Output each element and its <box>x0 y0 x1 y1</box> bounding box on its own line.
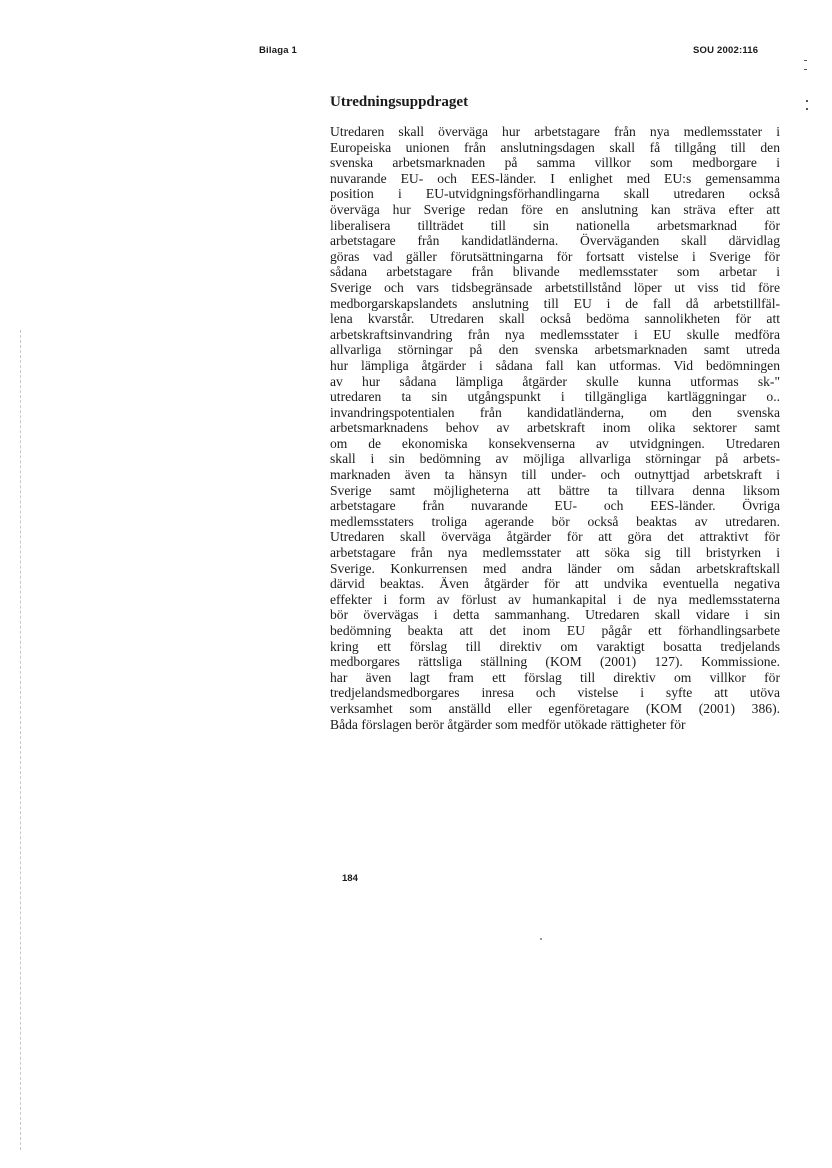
text-line: verksamhet som anställd eller egenföretagare (KOM (2001) 386). <box>330 700 780 716</box>
text-line: medlemsstaters troliga agerande bör också beaktas av utredaren. <box>330 513 780 529</box>
text-line: därvid beaktas. Även åtgärder för att undvika eventuella negativa <box>330 576 780 592</box>
text-line: arbetsmarknadens behov av arbetskraft inom olika sektorer samt <box>330 420 780 436</box>
text-line: liberalisera tillträdet till sin nationella arbetsmarknad för <box>330 217 780 233</box>
text-line: kring ett förslag till direktiv om varaktigt bosatta tredjelands <box>330 638 780 654</box>
text-line: lena kvarstår. Utredaren skall också bedöma sannolikheten för att <box>330 311 780 327</box>
text-line: Sverige och vars tidsbegränsade arbetstillstånd löper ut viss tid före <box>330 279 780 295</box>
text-line: nuvarande EU- och EES-länder. I enlighet med EU:s gemensamma <box>330 170 780 186</box>
text-line: utredaren ta sin utgångspunkt i tillgängliga kartläggningar o.. <box>330 389 780 405</box>
scan-speck <box>804 69 807 70</box>
text-line: medborgarskapslandets anslutning till EU i de fall då arbetstillfäl- <box>330 295 780 311</box>
text-line: bör övervägas i detta sammanhang. Utredaren skall vidare i sin <box>330 607 780 623</box>
body-paragraph <box>330 124 780 732</box>
scan-speck <box>540 938 542 940</box>
text-line: Utredaren skall överväga åtgärder för att göra det attraktivt för <box>330 529 780 545</box>
text-line: effekter i form av förlust av humankapital i de nya medlemsstaterna <box>330 591 780 607</box>
text-line: tredjelandsmedborgares inresa och vistelse i syfte att utöva <box>330 685 780 701</box>
text-line: har även lagt fram ett förslag till direktiv om villkor för <box>330 669 780 685</box>
text-line: allvarliga störningar på den svenska arbetsmarknaden samt utreda <box>330 342 780 358</box>
text-line: Utredaren skall överväga hur arbetstagare från nya medlemsstater i <box>330 124 780 139</box>
text-line: av hur sådana lämpliga åtgärder skulle kunna utformas sk-" <box>330 373 780 389</box>
text-line: Sverige samt möjligheterna att bättre ta tillvara denna liksom <box>330 482 780 498</box>
text-line: position i EU-utvidgningsförhandlingarna skall utredaren också <box>330 186 780 202</box>
section-title: Utredningsuppdraget <box>330 94 469 110</box>
text-line: hur lämpliga åtgärder i sådana fall kan utformas. Vid bedömningen <box>330 357 780 373</box>
text-line: arbetstagare från nuvarande EU- och EES-länder. Övriga <box>330 498 780 514</box>
text-line: arbetstagare från kandidatländerna. Överväganden skall därvidlag <box>330 233 780 249</box>
text-line: medborgares rättsliga ställning (KOM (2001) 127). Kommissione. <box>330 654 780 670</box>
text-line: om de ekonomiska konsekvenserna av utvidgningen. Utredaren <box>330 435 780 451</box>
scan-speck <box>804 60 807 61</box>
text-line: svenska arbetsmarknaden på samma villkor som medborgare i <box>330 155 780 171</box>
scan-speck <box>806 100 808 102</box>
text-line: bedömning beakta att det inom EU pågår ett förhandlingsarbete <box>330 623 780 638</box>
scan-edge-line <box>20 330 21 1150</box>
text-line: överväga hur Sverige redan före en anslutning kan sträva efter att <box>330 201 780 217</box>
text-line: Sverige. Konkurrensen med andra länder om sådan arbetskraftskall <box>330 560 780 576</box>
text-line: skall i sin bedömning av möjliga allvarliga störningar på arbets- <box>330 451 780 467</box>
running-head-right: SOU 2002:116 <box>693 45 759 56</box>
text-line: arbetstagare från nya medlemsstater att söka sig till bristyrken i <box>330 545 780 561</box>
text-line: arbetskraftsinvandring från nya medlemsstater i EU skulle medföra <box>330 326 780 342</box>
text-line: invandringspotentialen från kandidatländerna, om den svenska <box>330 404 780 420</box>
text-line: marknaden även ta hänsyn till under- och outnyttjad arbetskraft i <box>330 467 780 483</box>
text-line: göras vad gäller förutsättningarna för fortsatt vistelse i Sverige för <box>330 248 780 264</box>
scan-speck <box>806 108 808 110</box>
text-line: Europeiska unionen från anslutningsdagen skall få tillgång till den <box>330 139 780 155</box>
text-line: Båda förslagen berör åtgärder som medför utökade rättigheter för <box>330 716 686 732</box>
page-number: 184 <box>342 873 358 884</box>
text-line: sådana arbetstagare från blivande medlemsstater som arbetar i <box>330 264 780 280</box>
running-head-left: Bilaga 1 <box>259 45 298 56</box>
